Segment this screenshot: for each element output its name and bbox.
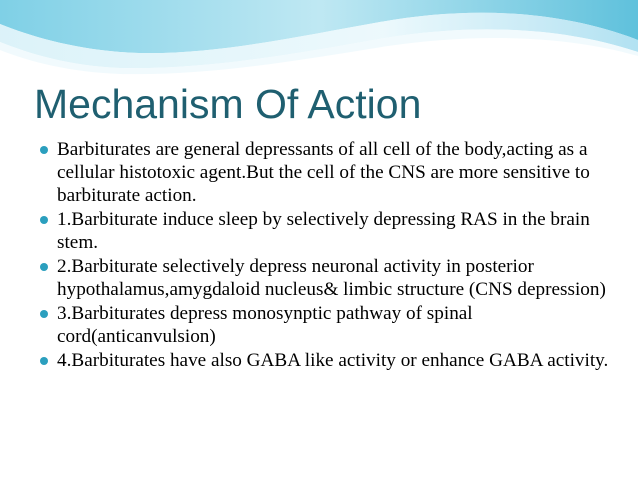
bullet-list [40,138,610,373]
bullet-dot-icon [40,216,48,224]
bullet-dot-icon [40,357,48,365]
bullet-item [40,349,610,372]
top-wave-decoration [0,0,638,80]
bullet-text: 2.Barbiturate selectively depress neuronal activity in posterior hypothalamus,amygdaloid nucleus& limbic structure (CNS depression) [57,256,606,300]
bullet-text: 3.Barbiturates depress monosynptic pathway of spinal cord(anticanvulsion) [57,303,473,347]
slide-title: Mechanism Of Action [34,81,422,127]
bullet-text: 4.Barbiturates have also GABA like activity or enhance GABA activity. [57,350,609,371]
bullet-text: Barbiturates are general depressants of all cell of the body,acting as a cellular histotoxic agent.But the cell of the CNS are more sensitive to barbiturate action. [57,139,590,206]
bullet-dot-icon [40,263,48,271]
bullet-item [40,302,610,348]
bullet-text: 1.Barbiturate induce sleep by selectively depressing RAS in the brain stem. [57,209,590,253]
bullet-dot-icon [40,310,48,318]
bullet-dot-icon [40,146,48,154]
bullet-item [40,208,610,254]
bullet-item [40,138,610,207]
bullet-item [40,255,610,301]
